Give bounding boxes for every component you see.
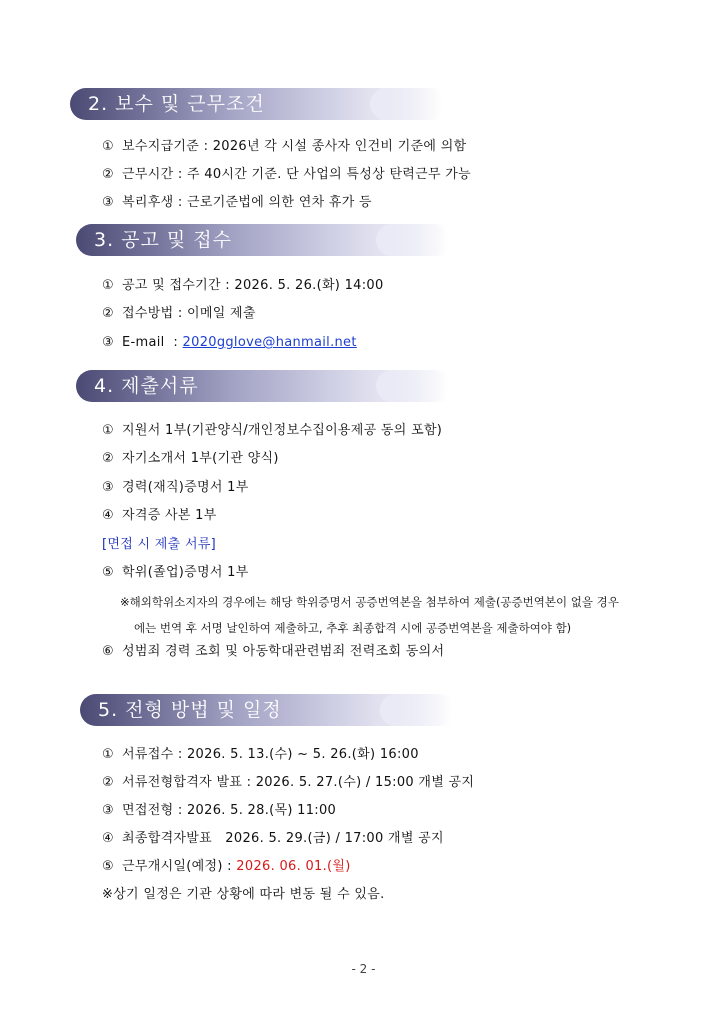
item-number: ④ bbox=[102, 508, 114, 523]
list-item bbox=[102, 450, 279, 468]
item-number: ⑥ bbox=[102, 644, 114, 659]
start-date-label: 근무개시일(예정) : bbox=[122, 859, 237, 874]
section-header-schedule bbox=[80, 694, 452, 726]
section-title-schedule: 5. 전형 방법 및 일정 bbox=[98, 699, 282, 721]
section-title-documents: 4. 제출서류 bbox=[94, 375, 199, 397]
foreign-degree-note-line2: 에는 번역 후 서명 날인하여 제출하고, 추후 최종합격 시에 공증번역본을 제출하여야 함) bbox=[134, 621, 572, 635]
section-header-documents bbox=[76, 370, 448, 402]
list-item bbox=[102, 774, 474, 792]
item-text: 서류전형합격자 발표 : 2026. 5. 27.(수) / 15:00 개별 공지 bbox=[122, 775, 475, 790]
list-item bbox=[102, 507, 217, 525]
page-number: - 2 - bbox=[351, 962, 376, 976]
item-text: 근무시간 : 주 40시간 기준. 단 사업의 특성상 탄력근무 가능 bbox=[122, 167, 472, 182]
item-number: ③ bbox=[102, 803, 114, 818]
list-item bbox=[102, 830, 444, 848]
item-text: 자격증 사본 1부 bbox=[122, 508, 217, 523]
section-title-pay: 2. 보수 및 근무조건 bbox=[88, 93, 265, 115]
schedule-change-note: ※상기 일정은 기관 상황에 따라 변동 될 수 있음. bbox=[102, 887, 385, 902]
item-text: 자기소개서 1부(기관 양식) bbox=[122, 451, 279, 466]
list-item bbox=[102, 746, 419, 764]
item-text: 학위(졸업)증명서 1부 bbox=[122, 565, 249, 580]
section-title-announcement: 3. 공고 및 접수 bbox=[94, 229, 233, 251]
list-item bbox=[102, 138, 466, 156]
item-text: 면접전형 : 2026. 5. 28.(목) 11:00 bbox=[122, 803, 337, 818]
section-header-pay bbox=[70, 88, 442, 120]
item-number: ① bbox=[102, 747, 114, 762]
item-number: ② bbox=[102, 167, 114, 182]
list-item bbox=[102, 305, 256, 323]
item-text: 보수지급기준 : 2026년 각 시설 종사자 인건비 기준에 의함 bbox=[122, 139, 467, 154]
item-text: 접수방법 : 이메일 제출 bbox=[122, 306, 256, 321]
list-item bbox=[102, 166, 471, 184]
item-number: ① bbox=[102, 278, 114, 293]
list-item bbox=[102, 194, 372, 212]
list-item bbox=[102, 802, 336, 820]
item-text: 최종합격자발표 2026. 5. 29.(금) / 17:00 개별 공지 bbox=[122, 831, 444, 846]
item-text: 공고 및 접수기간 : 2026. 5. 26.(화) 14:00 bbox=[122, 278, 384, 293]
interview-documents-label: [면접 시 제출 서류] bbox=[102, 537, 217, 552]
item-number: ② bbox=[102, 451, 114, 466]
email-link[interactable]: 2020gglove@hanmail.net bbox=[182, 335, 357, 350]
list-item bbox=[102, 334, 357, 352]
list-item bbox=[102, 643, 444, 661]
start-date-value: 2026. 06. 01.(월) bbox=[236, 859, 351, 874]
item-number: ① bbox=[102, 139, 114, 154]
item-number: ③ bbox=[102, 195, 114, 210]
item-number: ⑤ bbox=[102, 859, 114, 874]
foreign-degree-note-line1: ※해외학위소지자의 경우에는 해당 학위증명서 공증번역본을 첨부하여 제출(공증번역본이 없을 경우 bbox=[120, 595, 619, 609]
item-number: ① bbox=[102, 423, 114, 438]
list-item bbox=[102, 422, 442, 440]
list-item bbox=[102, 479, 249, 497]
item-number: ⑤ bbox=[102, 565, 114, 580]
item-number: ② bbox=[102, 775, 114, 790]
item-text: 지원서 1부(기관양식/개인정보수집이용제공 동의 포함) bbox=[122, 423, 443, 438]
item-text: 성범죄 경력 조회 및 아동학대관련범죄 전력조회 동의서 bbox=[122, 644, 445, 659]
item-text: 복리후생 : 근로기준법에 의한 연차 휴가 등 bbox=[122, 195, 372, 210]
email-label: E-mail : bbox=[122, 335, 183, 350]
list-item bbox=[102, 564, 249, 582]
list-item bbox=[102, 277, 384, 295]
item-number: ③ bbox=[102, 480, 114, 495]
item-number: ② bbox=[102, 306, 114, 321]
section-header-announcement bbox=[76, 224, 448, 256]
item-number: ④ bbox=[102, 831, 114, 846]
item-text: 경력(재직)증명서 1부 bbox=[122, 480, 249, 495]
list-item bbox=[102, 858, 351, 876]
item-text: 서류접수 : 2026. 5. 13.(수) ~ 5. 26.(화) 16:00 bbox=[122, 747, 419, 762]
item-number: ③ bbox=[102, 335, 114, 350]
